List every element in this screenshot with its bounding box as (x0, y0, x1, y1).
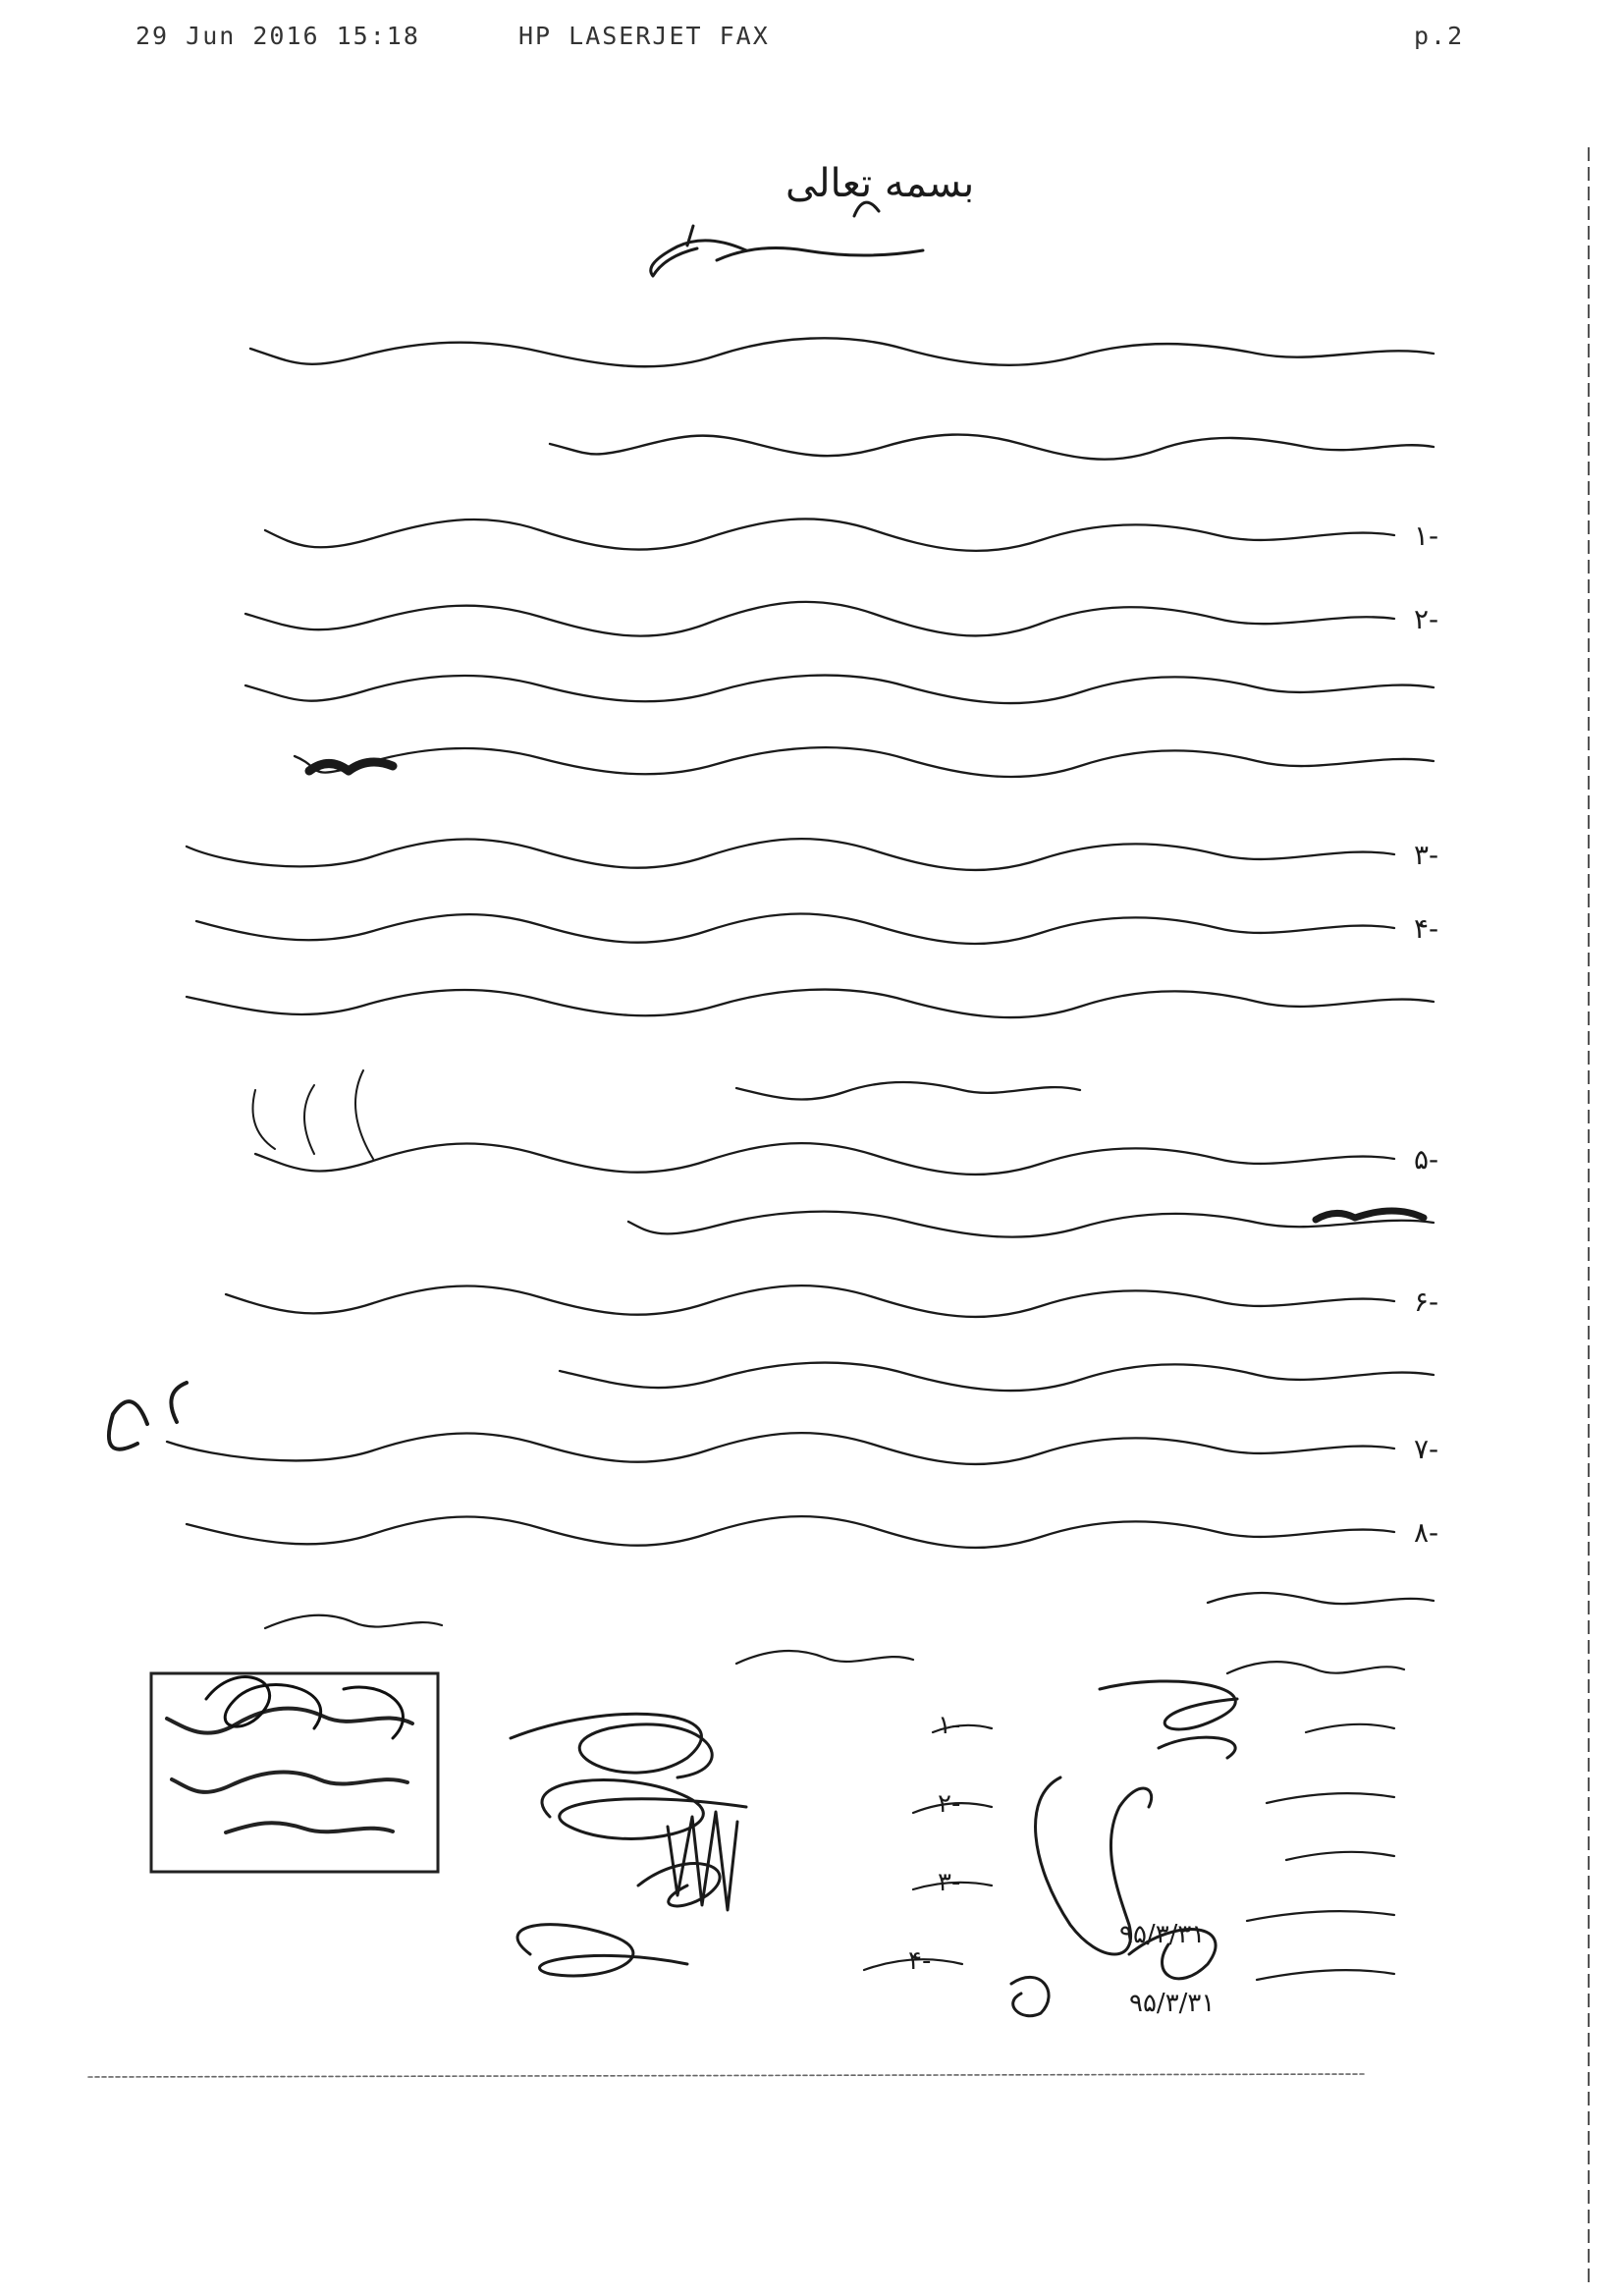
item-3 (187, 839, 1394, 870)
item-number-2: ۲- (1414, 603, 1439, 635)
item-7 (109, 1383, 1394, 1464)
item-4 (187, 914, 1434, 1100)
item-5 (253, 1070, 1435, 1237)
fax-device-name: HP LASERJET FAX (518, 22, 770, 50)
item-number-6: ۶- (1414, 1285, 1439, 1318)
signature-date-1: ۹۵/۳/۳۱ (1119, 1920, 1206, 1949)
list-numbers (1414, 519, 1438, 1549)
signatory-numbers (908, 1711, 960, 1976)
item-6 (226, 1285, 1434, 1391)
invocation-heading: بسمه تعالی (785, 161, 975, 206)
item-8 (187, 1516, 1434, 1604)
signatory-number-3: ۳- (938, 1868, 961, 1897)
company-stamp (147, 1669, 442, 1876)
signatory-number-4: ۴- (908, 1946, 932, 1976)
bottom-rule (88, 2074, 1365, 2077)
item-number-4: ۴- (1414, 912, 1439, 945)
item-1 (265, 519, 1394, 550)
fax-page-number: p.2 (1414, 22, 1465, 50)
intro-lines (250, 338, 1434, 459)
signature-date-2: ۹۵/۳/۳۱ (1129, 1989, 1216, 2018)
signatory-number-1: ۱- (938, 1711, 961, 1740)
item-number-1: ۱- (1414, 519, 1439, 552)
item-number-7: ۷- (1414, 1433, 1439, 1465)
item-2 (245, 602, 1434, 777)
item-number-3: ۳- (1414, 839, 1439, 871)
item-number-5: ۵- (1414, 1143, 1439, 1175)
fax-timestamp: 29 Jun 2016 15:18 (135, 22, 420, 50)
item-number-8: ۸- (1414, 1516, 1439, 1549)
signatory-number-2: ۲- (938, 1789, 961, 1819)
header-scrawl (651, 202, 923, 276)
